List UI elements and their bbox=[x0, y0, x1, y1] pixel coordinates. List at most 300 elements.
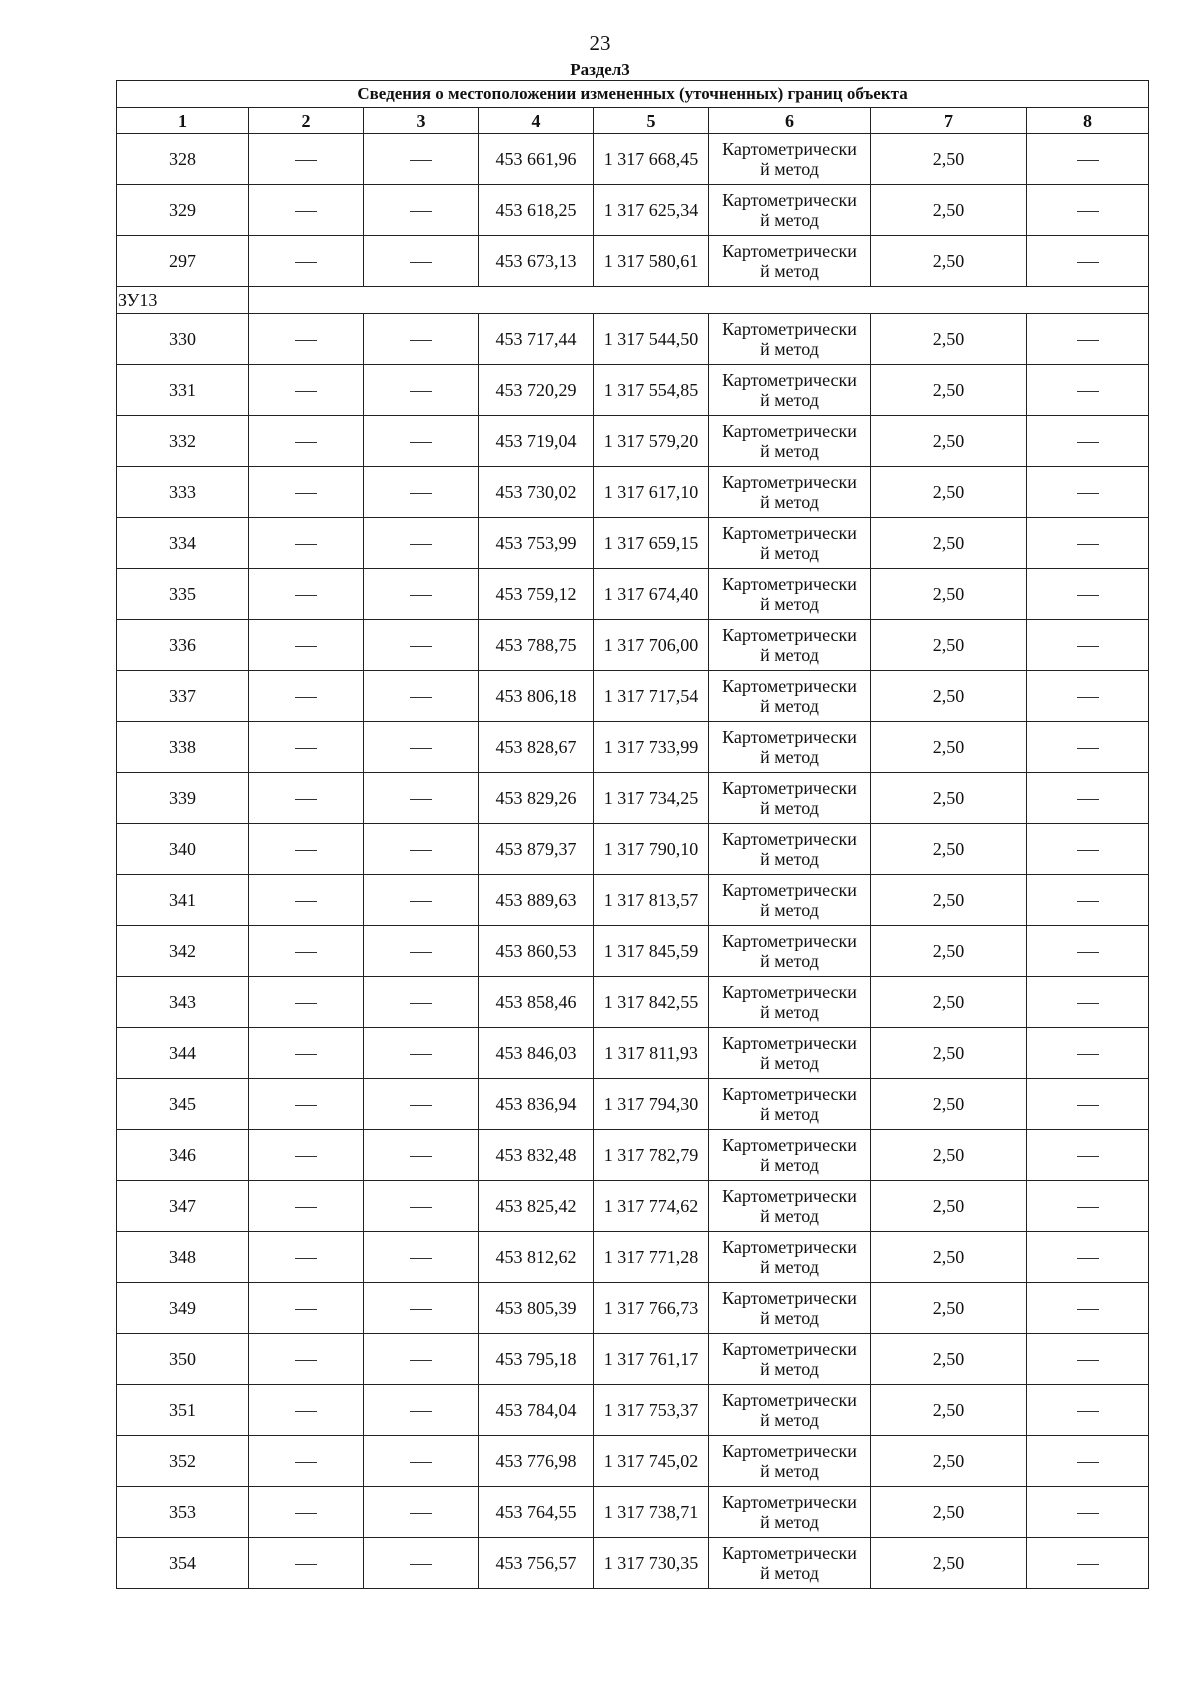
point-number-cell: 340 bbox=[117, 824, 249, 875]
x-coordinate-cell: 453 836,94 bbox=[479, 1079, 594, 1130]
group-row bbox=[117, 287, 1149, 314]
method-text-line1: Картометрически bbox=[722, 727, 857, 747]
empty-value-cell bbox=[249, 314, 364, 365]
empty-value-cell bbox=[249, 1436, 364, 1487]
table-row bbox=[117, 1130, 1149, 1181]
empty-value-cell bbox=[249, 518, 364, 569]
accuracy-cell: 2,50 bbox=[871, 824, 1027, 875]
empty-value-cell bbox=[249, 977, 364, 1028]
empty-value-cell bbox=[364, 467, 479, 518]
empty-value-cell bbox=[1027, 314, 1149, 365]
accuracy-cell: 2,50 bbox=[871, 1130, 1027, 1181]
point-number-cell: 334 bbox=[117, 518, 249, 569]
method-cell bbox=[709, 134, 871, 185]
dash-mark bbox=[295, 1207, 317, 1208]
method-cell bbox=[709, 773, 871, 824]
method-text-line1: Картометрически bbox=[722, 139, 857, 159]
x-coordinate-cell: 453 805,39 bbox=[479, 1283, 594, 1334]
y-coordinate-cell: 1 317 738,71 bbox=[594, 1487, 709, 1538]
y-coordinate-cell: 1 317 668,45 bbox=[594, 134, 709, 185]
x-coordinate-cell: 453 889,63 bbox=[479, 875, 594, 926]
dash-mark bbox=[295, 1054, 317, 1055]
empty-value-cell bbox=[364, 314, 479, 365]
dash-mark bbox=[410, 1054, 432, 1055]
empty-value-cell bbox=[249, 773, 364, 824]
y-coordinate-cell: 1 317 717,54 bbox=[594, 671, 709, 722]
empty-value-cell bbox=[249, 236, 364, 287]
empty-value-cell bbox=[364, 569, 479, 620]
y-coordinate-cell: 1 317 625,34 bbox=[594, 185, 709, 236]
method-text-line1: Картометрически bbox=[722, 1390, 857, 1410]
method-cell bbox=[709, 1436, 871, 1487]
dash-mark bbox=[295, 1309, 317, 1310]
method-text-line2: й метод bbox=[760, 849, 819, 869]
table-row bbox=[117, 314, 1149, 365]
point-number-cell: 342 bbox=[117, 926, 249, 977]
empty-value-cell bbox=[249, 926, 364, 977]
method-text-line2: й метод bbox=[760, 645, 819, 665]
empty-value-cell bbox=[1027, 569, 1149, 620]
table-row bbox=[117, 569, 1149, 620]
accuracy-cell: 2,50 bbox=[871, 1079, 1027, 1130]
method-text-line2: й метод bbox=[760, 390, 819, 410]
group-row-filler bbox=[249, 287, 1149, 314]
accuracy-cell: 2,50 bbox=[871, 926, 1027, 977]
empty-value-cell bbox=[364, 1130, 479, 1181]
y-coordinate-cell: 1 317 579,20 bbox=[594, 416, 709, 467]
dash-mark bbox=[410, 1411, 432, 1412]
empty-value-cell bbox=[249, 875, 364, 926]
dash-mark bbox=[1077, 493, 1099, 494]
point-number-cell: 349 bbox=[117, 1283, 249, 1334]
empty-value-cell bbox=[1027, 875, 1149, 926]
point-number-cell: 345 bbox=[117, 1079, 249, 1130]
empty-value-cell bbox=[249, 824, 364, 875]
accuracy-cell: 2,50 bbox=[871, 569, 1027, 620]
method-cell bbox=[709, 926, 871, 977]
column-number-row bbox=[117, 108, 1149, 134]
empty-value-cell bbox=[364, 671, 479, 722]
empty-value-cell bbox=[249, 1079, 364, 1130]
dash-mark bbox=[295, 442, 317, 443]
point-number-cell: 336 bbox=[117, 620, 249, 671]
point-number-cell: 350 bbox=[117, 1334, 249, 1385]
empty-value-cell bbox=[1027, 365, 1149, 416]
method-text-line1: Картометрически bbox=[722, 778, 857, 798]
method-text-line2: й метод bbox=[760, 798, 819, 818]
dash-mark bbox=[410, 1207, 432, 1208]
method-text-line2: й метод bbox=[760, 594, 819, 614]
y-coordinate-cell: 1 317 790,10 bbox=[594, 824, 709, 875]
dash-mark bbox=[1077, 1258, 1099, 1259]
accuracy-cell: 2,50 bbox=[871, 1436, 1027, 1487]
method-cell bbox=[709, 467, 871, 518]
accuracy-cell: 2,50 bbox=[871, 185, 1027, 236]
method-cell bbox=[709, 569, 871, 620]
dash-mark bbox=[295, 748, 317, 749]
empty-value-cell bbox=[1027, 1079, 1149, 1130]
dash-mark bbox=[295, 340, 317, 341]
column-header: 4 bbox=[479, 108, 594, 134]
point-number-cell: 330 bbox=[117, 314, 249, 365]
y-coordinate-cell: 1 317 766,73 bbox=[594, 1283, 709, 1334]
method-text-line2: й метод bbox=[760, 210, 819, 230]
column-header: 8 bbox=[1027, 108, 1149, 134]
method-cell bbox=[709, 185, 871, 236]
empty-value-cell bbox=[1027, 1028, 1149, 1079]
method-cell bbox=[709, 1538, 871, 1589]
dash-mark bbox=[1077, 748, 1099, 749]
method-text-line2: й метод bbox=[760, 951, 819, 971]
table-row bbox=[117, 1385, 1149, 1436]
dash-mark bbox=[1077, 1156, 1099, 1157]
empty-value-cell bbox=[249, 722, 364, 773]
dash-mark bbox=[1077, 1462, 1099, 1463]
method-cell bbox=[709, 824, 871, 875]
table-row bbox=[117, 1283, 1149, 1334]
dash-mark bbox=[410, 952, 432, 953]
x-coordinate-cell: 453 860,53 bbox=[479, 926, 594, 977]
empty-value-cell bbox=[1027, 185, 1149, 236]
accuracy-cell: 2,50 bbox=[871, 1181, 1027, 1232]
method-text-line2: й метод bbox=[760, 159, 819, 179]
dash-mark bbox=[295, 493, 317, 494]
dash-mark bbox=[410, 544, 432, 545]
empty-value-cell bbox=[364, 1181, 479, 1232]
dash-mark bbox=[1077, 1309, 1099, 1310]
table-row bbox=[117, 518, 1149, 569]
x-coordinate-cell: 453 806,18 bbox=[479, 671, 594, 722]
table-row bbox=[117, 1232, 1149, 1283]
empty-value-cell bbox=[1027, 1385, 1149, 1436]
dash-mark bbox=[295, 1513, 317, 1514]
method-text-line1: Картометрически bbox=[722, 241, 857, 261]
method-text-line1: Картометрически bbox=[722, 1288, 857, 1308]
method-text-line2: й метод bbox=[760, 1308, 819, 1328]
dash-mark bbox=[295, 697, 317, 698]
x-coordinate-cell: 453 828,67 bbox=[479, 722, 594, 773]
accuracy-cell: 2,50 bbox=[871, 365, 1027, 416]
method-cell bbox=[709, 236, 871, 287]
point-number-cell: 329 bbox=[117, 185, 249, 236]
method-text-line2: й метод bbox=[760, 1002, 819, 1022]
empty-value-cell bbox=[364, 416, 479, 467]
dash-mark bbox=[295, 262, 317, 263]
table-row bbox=[117, 1436, 1149, 1487]
point-number-cell: 354 bbox=[117, 1538, 249, 1589]
dash-mark bbox=[410, 748, 432, 749]
empty-value-cell bbox=[249, 1028, 364, 1079]
dash-mark bbox=[295, 1360, 317, 1361]
accuracy-cell: 2,50 bbox=[871, 236, 1027, 287]
empty-value-cell bbox=[364, 620, 479, 671]
table-row bbox=[117, 236, 1149, 287]
point-number-cell: 343 bbox=[117, 977, 249, 1028]
empty-value-cell bbox=[249, 365, 364, 416]
empty-value-cell bbox=[249, 1181, 364, 1232]
dash-mark bbox=[295, 1462, 317, 1463]
dash-mark bbox=[1077, 646, 1099, 647]
point-number-cell: 333 bbox=[117, 467, 249, 518]
dash-mark bbox=[1077, 850, 1099, 851]
point-number-cell: 328 bbox=[117, 134, 249, 185]
accuracy-cell: 2,50 bbox=[871, 1538, 1027, 1589]
table-row bbox=[117, 722, 1149, 773]
x-coordinate-cell: 453 812,62 bbox=[479, 1232, 594, 1283]
empty-value-cell bbox=[1027, 467, 1149, 518]
y-coordinate-cell: 1 317 745,02 bbox=[594, 1436, 709, 1487]
method-cell bbox=[709, 1028, 871, 1079]
accuracy-cell: 2,50 bbox=[871, 977, 1027, 1028]
x-coordinate-cell: 453 832,48 bbox=[479, 1130, 594, 1181]
method-text-line1: Картометрически bbox=[722, 1441, 857, 1461]
empty-value-cell bbox=[249, 1385, 364, 1436]
dash-mark bbox=[1077, 391, 1099, 392]
dash-mark bbox=[295, 1564, 317, 1565]
y-coordinate-cell: 1 317 842,55 bbox=[594, 977, 709, 1028]
empty-value-cell bbox=[364, 236, 479, 287]
x-coordinate-cell: 453 717,44 bbox=[479, 314, 594, 365]
dash-mark bbox=[295, 799, 317, 800]
empty-value-cell bbox=[249, 671, 364, 722]
y-coordinate-cell: 1 317 544,50 bbox=[594, 314, 709, 365]
dash-mark bbox=[295, 160, 317, 161]
empty-value-cell bbox=[1027, 620, 1149, 671]
dash-mark bbox=[410, 646, 432, 647]
y-coordinate-cell: 1 317 674,40 bbox=[594, 569, 709, 620]
empty-value-cell bbox=[1027, 1130, 1149, 1181]
empty-value-cell bbox=[364, 1385, 479, 1436]
dash-mark bbox=[295, 850, 317, 851]
point-number-cell: 297 bbox=[117, 236, 249, 287]
table-row bbox=[117, 365, 1149, 416]
empty-value-cell bbox=[364, 1283, 479, 1334]
table-row bbox=[117, 773, 1149, 824]
x-coordinate-cell: 453 858,46 bbox=[479, 977, 594, 1028]
point-number-cell: 347 bbox=[117, 1181, 249, 1232]
x-coordinate-cell: 453 720,29 bbox=[479, 365, 594, 416]
dash-mark bbox=[410, 850, 432, 851]
method-text-line1: Картометрически bbox=[722, 370, 857, 390]
table-row bbox=[117, 1028, 1149, 1079]
x-coordinate-cell: 453 846,03 bbox=[479, 1028, 594, 1079]
table-row bbox=[117, 926, 1149, 977]
table-row bbox=[117, 1181, 1149, 1232]
y-coordinate-cell: 1 317 845,59 bbox=[594, 926, 709, 977]
column-header: 6 bbox=[709, 108, 871, 134]
column-header: 1 bbox=[117, 108, 249, 134]
point-number-cell: 331 bbox=[117, 365, 249, 416]
table-row bbox=[117, 620, 1149, 671]
y-coordinate-cell: 1 317 617,10 bbox=[594, 467, 709, 518]
empty-value-cell bbox=[364, 824, 479, 875]
method-text-line1: Картометрически bbox=[722, 931, 857, 951]
table-row bbox=[117, 185, 1149, 236]
x-coordinate-cell: 453 719,04 bbox=[479, 416, 594, 467]
empty-value-cell bbox=[1027, 1436, 1149, 1487]
method-cell bbox=[709, 671, 871, 722]
dash-mark bbox=[1077, 1513, 1099, 1514]
dash-mark bbox=[410, 391, 432, 392]
x-coordinate-cell: 453 618,25 bbox=[479, 185, 594, 236]
table-row bbox=[117, 824, 1149, 875]
dash-mark bbox=[410, 340, 432, 341]
table-row bbox=[117, 134, 1149, 185]
x-coordinate-cell: 453 795,18 bbox=[479, 1334, 594, 1385]
dash-mark bbox=[410, 1309, 432, 1310]
method-text-line2: й метод bbox=[760, 261, 819, 281]
table-row bbox=[117, 875, 1149, 926]
dash-mark bbox=[295, 595, 317, 596]
empty-value-cell bbox=[364, 926, 479, 977]
accuracy-cell: 2,50 bbox=[871, 1232, 1027, 1283]
empty-value-cell bbox=[1027, 1334, 1149, 1385]
dash-mark bbox=[410, 901, 432, 902]
dash-mark bbox=[1077, 340, 1099, 341]
y-coordinate-cell: 1 317 734,25 bbox=[594, 773, 709, 824]
empty-value-cell bbox=[364, 1079, 479, 1130]
method-text-line2: й метод bbox=[760, 1563, 819, 1583]
accuracy-cell: 2,50 bbox=[871, 620, 1027, 671]
accuracy-cell: 2,50 bbox=[871, 314, 1027, 365]
column-header: 2 bbox=[249, 108, 364, 134]
method-cell bbox=[709, 1334, 871, 1385]
empty-value-cell bbox=[1027, 1181, 1149, 1232]
method-text-line1: Картометрически bbox=[722, 1135, 857, 1155]
dash-mark bbox=[1077, 262, 1099, 263]
x-coordinate-cell: 453 825,42 bbox=[479, 1181, 594, 1232]
dash-mark bbox=[410, 1156, 432, 1157]
dash-mark bbox=[295, 391, 317, 392]
point-number-cell: 337 bbox=[117, 671, 249, 722]
dash-mark bbox=[1077, 442, 1099, 443]
empty-value-cell bbox=[1027, 671, 1149, 722]
dash-mark bbox=[410, 262, 432, 263]
method-text-line1: Картометрически bbox=[722, 421, 857, 441]
table-caption-row bbox=[117, 81, 1149, 108]
empty-value-cell bbox=[364, 1487, 479, 1538]
accuracy-cell: 2,50 bbox=[871, 1334, 1027, 1385]
method-cell bbox=[709, 875, 871, 926]
empty-value-cell bbox=[1027, 824, 1149, 875]
accuracy-cell: 2,50 bbox=[871, 518, 1027, 569]
dash-mark bbox=[1077, 1105, 1099, 1106]
empty-value-cell bbox=[1027, 1283, 1149, 1334]
method-text-line1: Картометрически bbox=[722, 625, 857, 645]
accuracy-cell: 2,50 bbox=[871, 1385, 1027, 1436]
dash-mark bbox=[295, 1105, 317, 1106]
dash-mark bbox=[1077, 160, 1099, 161]
x-coordinate-cell: 453 776,98 bbox=[479, 1436, 594, 1487]
method-text-line2: й метод bbox=[760, 1104, 819, 1124]
point-number-cell: 335 bbox=[117, 569, 249, 620]
method-cell bbox=[709, 1385, 871, 1436]
group-label: ЗУ13 bbox=[117, 287, 249, 314]
empty-value-cell bbox=[364, 1538, 479, 1589]
empty-value-cell bbox=[1027, 416, 1149, 467]
x-coordinate-cell: 453 756,57 bbox=[479, 1538, 594, 1589]
point-number-cell: 353 bbox=[117, 1487, 249, 1538]
table-row bbox=[117, 1334, 1149, 1385]
dash-mark bbox=[1077, 595, 1099, 596]
empty-value-cell bbox=[364, 1028, 479, 1079]
method-text-line2: й метод bbox=[760, 696, 819, 716]
accuracy-cell: 2,50 bbox=[871, 1028, 1027, 1079]
accuracy-cell: 2,50 bbox=[871, 671, 1027, 722]
method-cell bbox=[709, 1487, 871, 1538]
method-text-line2: й метод bbox=[760, 747, 819, 767]
method-cell bbox=[709, 314, 871, 365]
method-text-line1: Картометрически bbox=[722, 574, 857, 594]
dash-mark bbox=[410, 697, 432, 698]
dash-mark bbox=[295, 646, 317, 647]
point-number-cell: 348 bbox=[117, 1232, 249, 1283]
dash-mark bbox=[1077, 1564, 1099, 1565]
point-number-cell: 339 bbox=[117, 773, 249, 824]
x-coordinate-cell: 453 753,99 bbox=[479, 518, 594, 569]
empty-value-cell bbox=[1027, 1538, 1149, 1589]
method-text-line2: й метод bbox=[760, 543, 819, 563]
method-cell bbox=[709, 620, 871, 671]
empty-value-cell bbox=[1027, 773, 1149, 824]
dash-mark bbox=[410, 160, 432, 161]
empty-value-cell bbox=[364, 134, 479, 185]
dash-mark bbox=[1077, 1054, 1099, 1055]
accuracy-cell: 2,50 bbox=[871, 134, 1027, 185]
x-coordinate-cell: 453 879,37 bbox=[479, 824, 594, 875]
x-coordinate-cell: 453 730,02 bbox=[479, 467, 594, 518]
point-number-cell: 341 bbox=[117, 875, 249, 926]
method-text-line2: й метод bbox=[760, 492, 819, 512]
dash-mark bbox=[410, 1105, 432, 1106]
method-text-line2: й метод bbox=[760, 900, 819, 920]
dash-mark bbox=[1077, 1003, 1099, 1004]
accuracy-cell: 2,50 bbox=[871, 773, 1027, 824]
y-coordinate-cell: 1 317 813,57 bbox=[594, 875, 709, 926]
dash-mark bbox=[410, 1003, 432, 1004]
x-coordinate-cell: 453 788,75 bbox=[479, 620, 594, 671]
empty-value-cell bbox=[1027, 134, 1149, 185]
y-coordinate-cell: 1 317 580,61 bbox=[594, 236, 709, 287]
empty-value-cell bbox=[249, 1487, 364, 1538]
table-row bbox=[117, 467, 1149, 518]
table-row bbox=[117, 416, 1149, 467]
dash-mark bbox=[295, 1003, 317, 1004]
empty-value-cell bbox=[364, 875, 479, 926]
method-cell bbox=[709, 1232, 871, 1283]
dash-mark bbox=[1077, 211, 1099, 212]
empty-value-cell bbox=[249, 1130, 364, 1181]
method-cell bbox=[709, 416, 871, 467]
method-cell bbox=[709, 365, 871, 416]
dash-mark bbox=[1077, 1360, 1099, 1361]
dash-mark bbox=[410, 1564, 432, 1565]
y-coordinate-cell: 1 317 774,62 bbox=[594, 1181, 709, 1232]
x-coordinate-cell: 453 673,13 bbox=[479, 236, 594, 287]
table-row bbox=[117, 671, 1149, 722]
empty-value-cell bbox=[249, 620, 364, 671]
method-text-line1: Картометрически bbox=[722, 319, 857, 339]
y-coordinate-cell: 1 317 794,30 bbox=[594, 1079, 709, 1130]
method-text-line2: й метод bbox=[760, 1410, 819, 1430]
accuracy-cell: 2,50 bbox=[871, 722, 1027, 773]
coordinates-table bbox=[116, 80, 1149, 1589]
y-coordinate-cell: 1 317 782,79 bbox=[594, 1130, 709, 1181]
method-text-line2: й метод bbox=[760, 1359, 819, 1379]
method-text-line1: Картометрически bbox=[722, 1033, 857, 1053]
method-cell bbox=[709, 722, 871, 773]
dash-mark bbox=[295, 544, 317, 545]
